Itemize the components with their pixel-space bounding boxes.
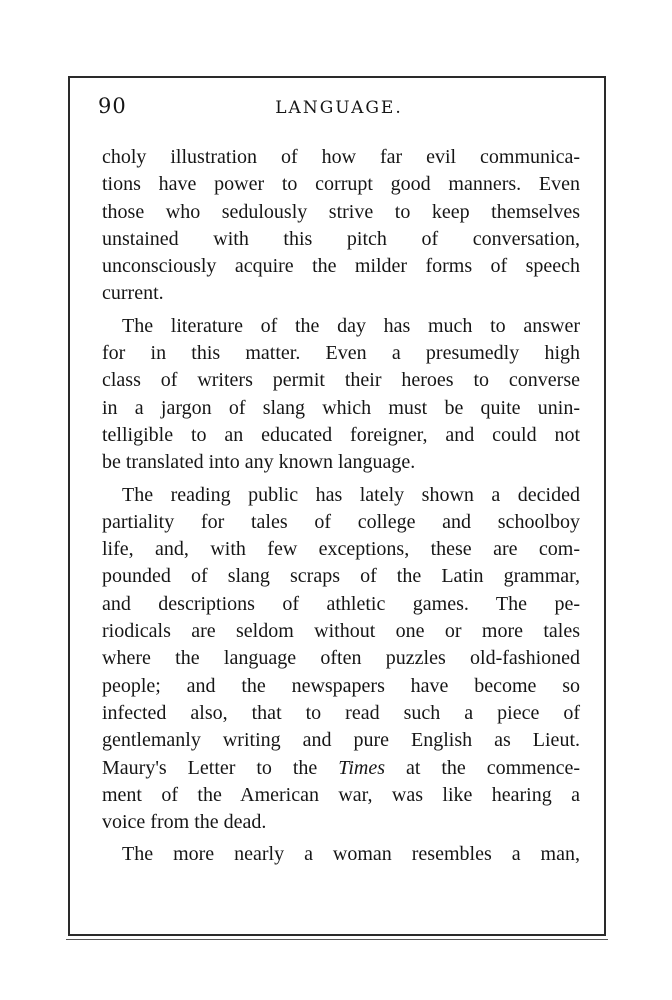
text-fragment: Maury's Letter to the: [102, 756, 318, 779]
text-line: tions have power to corrupt good manners. Even: [102, 173, 580, 196]
text-line: The more nearly a woman resembles a man,: [122, 843, 580, 866]
text-line: telligible to an educated foreigner, and could not: [102, 423, 580, 446]
text-line: current.: [102, 282, 164, 305]
text-line: riodicals are seldom without one or more tales: [102, 620, 580, 643]
paragraph-2: [102, 313, 580, 477]
text-line: gentlemanly writing and pure English as Lieut.: [102, 729, 580, 752]
text-line: life, and, with few exceptions, these are com-: [102, 538, 580, 561]
running-head: [98, 94, 580, 124]
text-line: voice from the dead.: [102, 811, 267, 834]
text-line: those who sedulously strive to keep themselves: [102, 200, 580, 223]
text-body: [102, 144, 580, 869]
text-line: unconsciously acquire the milder forms of speech: [102, 255, 580, 278]
paragraph-1: [102, 144, 580, 308]
text-line: choly illustration of how far evil communica-: [102, 146, 580, 168]
text-line: be translated into any known language.: [102, 451, 416, 474]
text-line: pounded of slang scraps of the Latin grammar,: [102, 565, 580, 588]
text-line: in a jargon of slang which must be quite unin-: [102, 396, 580, 419]
paragraph-4: [102, 841, 580, 868]
text-line: The reading public has lately shown a decided: [122, 483, 580, 506]
text-line: and descriptions of athletic games. The pe-: [102, 592, 580, 615]
text-line: where the language often puzzles old-fashioned: [102, 647, 580, 670]
text-line: infected also, that to read such a piece of: [102, 701, 580, 724]
paragraph-3: [102, 482, 580, 837]
text-line-mixed: [102, 755, 580, 782]
text-line: The literature of the day has much to answer: [122, 314, 580, 337]
page-title: LANGUAGE.: [275, 98, 403, 118]
text-line: unstained with this pitch of conversation,: [102, 227, 580, 250]
text-line: class of writers permit their heroes to converse: [102, 369, 580, 392]
text-fragment: at the commence-: [405, 756, 581, 779]
page-number: 90: [98, 94, 127, 118]
italic-title: Times: [338, 756, 385, 779]
text-line: ment of the American war, was like hearing a: [102, 783, 580, 806]
text-line: people; and the newspapers have become so: [102, 674, 580, 697]
text-line: for in this matter. Even a presumedly high: [102, 342, 580, 365]
text-line: partiality for tales of college and schoolboy: [102, 510, 580, 533]
